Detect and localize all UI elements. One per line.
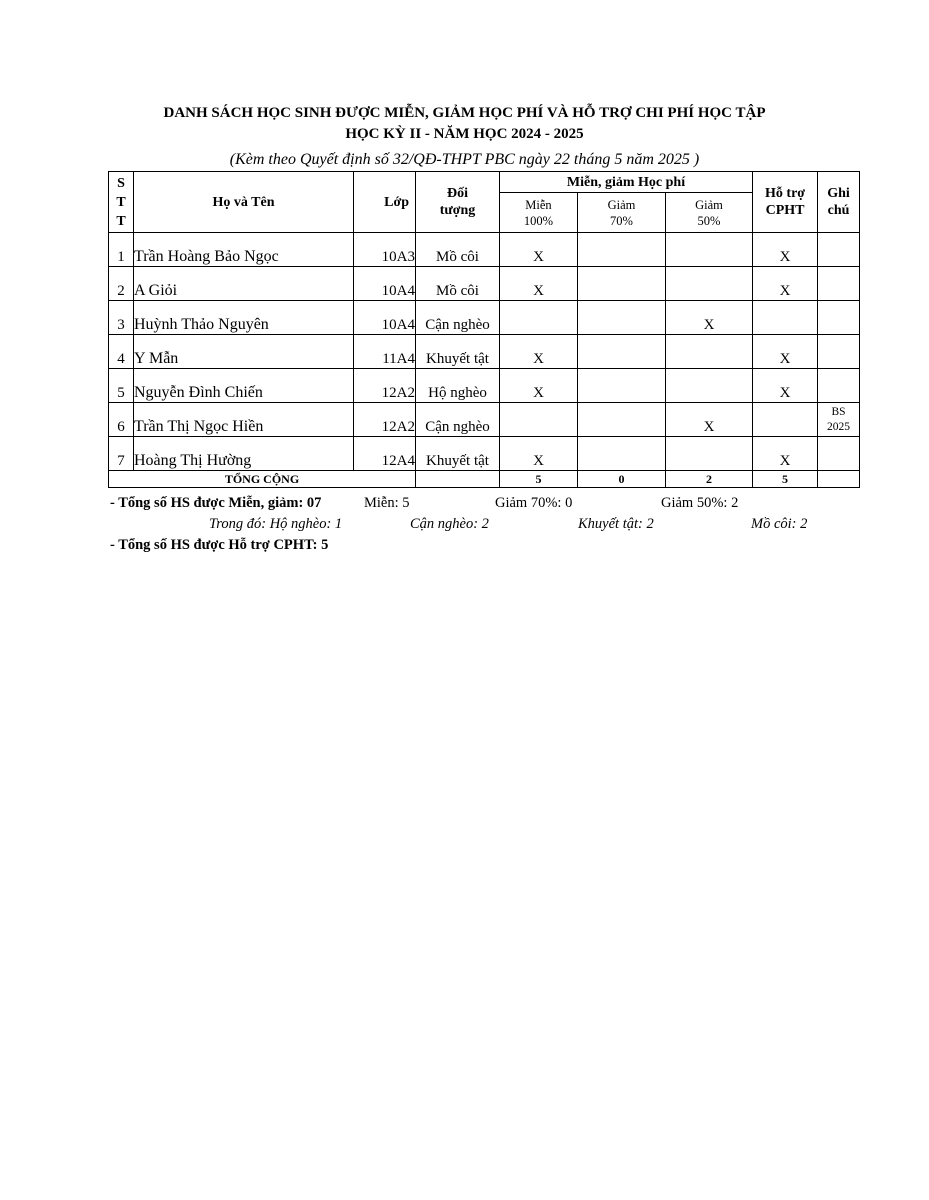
student-table xyxy=(108,171,860,488)
row-note xyxy=(818,369,860,403)
row-cpht xyxy=(753,403,818,437)
row-giam50: X xyxy=(666,301,753,335)
row-object: Mồ côi xyxy=(416,267,500,301)
row-object: Cận nghèo xyxy=(416,301,500,335)
summary-cpht-label: - Tổng số HS được Hỗ trợ CPHT: 5 xyxy=(110,537,329,553)
school-year-title: HỌC KỲ II - NĂM HỌC 2024 - 2025 xyxy=(345,126,584,142)
table-row xyxy=(109,437,860,471)
row-giam50 xyxy=(666,437,753,471)
header-fee-group: Miễn, giảm Học phí xyxy=(500,172,753,193)
total-cpht: 5 xyxy=(753,471,818,488)
row-note: BS 2025 xyxy=(818,403,860,437)
summary-mo-coi: Mồ côi: 2 xyxy=(751,516,808,532)
row-cpht: X xyxy=(753,267,818,301)
summary-total-label: - Tổng số HS được Miễn, giảm: 07 xyxy=(110,495,322,511)
row-note xyxy=(818,437,860,471)
row-object: Mồ côi xyxy=(416,233,500,267)
row-cpht: X xyxy=(753,335,818,369)
row-mien: X xyxy=(500,267,578,301)
row-cpht: X xyxy=(753,369,818,403)
document-title: DANH SÁCH HỌC SINH ĐƯỢC MIỄN, GIẢM HỌC PHÍ VÀ HỖ TRỢ CHI PHÍ HỌC TẬP xyxy=(163,105,766,121)
header-giam-50: Giảm 50% xyxy=(666,193,753,233)
row-mien xyxy=(500,403,578,437)
table-row xyxy=(109,301,860,335)
summary-giam50: Giảm 50%: 2 xyxy=(661,495,739,511)
row-class: 11A4 xyxy=(354,335,416,369)
row-giam70 xyxy=(578,301,666,335)
row-giam70 xyxy=(578,403,666,437)
row-note xyxy=(818,301,860,335)
row-class: 10A3 xyxy=(354,233,416,267)
row-giam50 xyxy=(666,267,753,301)
row-mien: X xyxy=(500,233,578,267)
row-cpht xyxy=(753,301,818,335)
row-giam70 xyxy=(578,369,666,403)
table-row xyxy=(109,233,860,267)
row-name: Trần Thị Ngọc Hiền xyxy=(134,403,354,437)
row-name: Hoàng Thị Hường xyxy=(134,437,354,471)
row-giam50 xyxy=(666,369,753,403)
row-stt: 7 xyxy=(109,437,134,471)
row-object: Cận nghèo xyxy=(416,403,500,437)
row-name: Nguyễn Đình Chiến xyxy=(134,369,354,403)
table-row xyxy=(109,369,860,403)
row-class: 12A2 xyxy=(354,369,416,403)
total-giam70: 0 xyxy=(578,471,666,488)
header-stt: S T T xyxy=(109,172,134,233)
row-note xyxy=(818,267,860,301)
row-object: Khuyết tật xyxy=(416,437,500,471)
row-class: 12A4 xyxy=(354,437,416,471)
row-stt: 1 xyxy=(109,233,134,267)
row-giam70 xyxy=(578,437,666,471)
summary-can-ngheo: Cận nghèo: 2 xyxy=(410,516,489,532)
row-giam70 xyxy=(578,267,666,301)
row-mien xyxy=(500,301,578,335)
total-row xyxy=(109,471,860,488)
summary-giam70: Giảm 70%: 0 xyxy=(495,495,573,511)
summary-ho-ngheo: Trong đó: Hộ nghèo: 1 xyxy=(209,516,343,532)
row-stt: 4 xyxy=(109,335,134,369)
header-note: Ghi chú xyxy=(818,172,860,233)
row-name: Trần Hoàng Bảo Ngọc xyxy=(134,233,354,267)
row-object: Hộ nghèo xyxy=(416,369,500,403)
header-name: Họ và Tên xyxy=(134,172,354,233)
header-cpht: Hỗ trợ CPHT xyxy=(753,172,818,233)
row-name: Huỳnh Thảo Nguyên xyxy=(134,301,354,335)
row-stt: 5 xyxy=(109,369,134,403)
table-row xyxy=(109,267,860,301)
row-stt: 3 xyxy=(109,301,134,335)
header-giam-70: Giảm 70% xyxy=(578,193,666,233)
header-mien-100: Miễn 100% xyxy=(500,193,578,233)
row-stt: 6 xyxy=(109,403,134,437)
summary-mien: Miễn: 5 xyxy=(364,495,410,511)
row-giam70 xyxy=(578,233,666,267)
row-note xyxy=(818,335,860,369)
table-row xyxy=(109,335,860,369)
row-cpht: X xyxy=(753,233,818,267)
row-giam70 xyxy=(578,335,666,369)
row-name: Y Mẫn xyxy=(134,335,354,369)
total-mien: 5 xyxy=(500,471,578,488)
total-object xyxy=(416,471,500,488)
decision-reference: (Kèm theo Quyết định số 32/QĐ-THPT PBC ngày 22 tháng 5 năm 2025 ) xyxy=(229,151,700,168)
row-class: 12A2 xyxy=(354,403,416,437)
row-giam50 xyxy=(666,233,753,267)
header-class: Lớp xyxy=(354,172,416,233)
row-object: Khuyết tật xyxy=(416,335,500,369)
row-class: 10A4 xyxy=(354,267,416,301)
row-giam50: X xyxy=(666,403,753,437)
table-row xyxy=(109,403,860,437)
row-mien: X xyxy=(500,369,578,403)
row-stt: 2 xyxy=(109,267,134,301)
row-cpht: X xyxy=(753,437,818,471)
header-object: Đối tượng xyxy=(416,172,500,233)
row-mien: X xyxy=(500,335,578,369)
row-giam50 xyxy=(666,335,753,369)
row-name: A Giỏi xyxy=(134,267,354,301)
row-note xyxy=(818,233,860,267)
total-note xyxy=(818,471,860,488)
total-label: TỔNG CỘNG xyxy=(109,471,416,488)
summary-khuyet-tat: Khuyết tật: 2 xyxy=(578,516,654,532)
row-mien: X xyxy=(500,437,578,471)
total-giam50: 2 xyxy=(666,471,753,488)
row-class: 10A4 xyxy=(354,301,416,335)
